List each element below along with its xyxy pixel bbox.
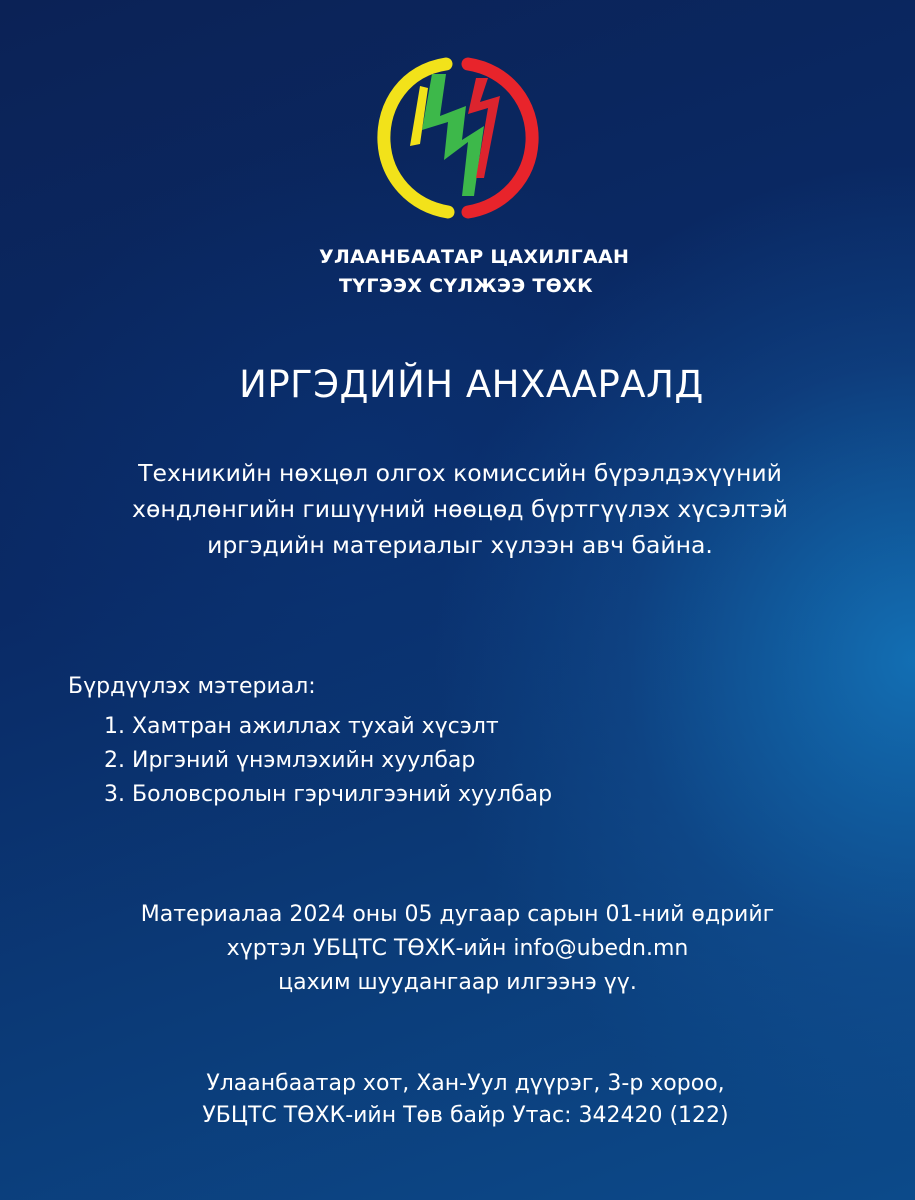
materials-list [104,710,552,812]
deadline-notice [0,898,915,1000]
materials-heading: Бүрдүүлэх мэтериал: [68,674,316,699]
list-item: 2. Иргэний үнэмлэхийн хуулбар [104,748,476,773]
list-item: 1. Хамтран ажиллах тухай хүсэлт [104,714,499,739]
contact-address [0,1068,915,1132]
organization-name-line1: УЛААНБААТАР ЦАХИЛГААН [319,246,630,268]
deadline-line: хүртэл УБЦТС ТӨХК-ийн info@ubedn.mn [226,936,689,961]
intro-line: хөндлөнгийн гишүүний нөөцөд бүртгүүлэх хүсэлтэй [132,495,788,523]
lightning-circle-logo [376,56,540,220]
address-line: УБЦТС ТӨХК-ийн Төв байр Утас: 342420 (122) [202,1103,729,1128]
deadline-line: Материалаа 2024 оны 05 дугаар сарын 01-ний өдрийг [140,902,775,927]
deadline-line: цахим шуудангаар илгээнэ үү. [278,970,637,995]
announcement-intro [40,455,880,563]
address-line: Улаанбаатар хот, Хан-Уул дүүрэг, 3-р хороо, [206,1071,725,1096]
list-item: 3. Боловсролын гэрчилгээний хуулбар [104,782,553,807]
intro-line: Техникийн нөхцөл олгох комиссийн бүрэлдэхүүний [138,459,782,487]
organization-name-line2: ТҮГЭЭХ СҮЛЖЭЭ ТӨХК [339,275,593,297]
intro-line: иргэдийн материалыг хүлээн авч байна. [207,531,713,559]
page-title: ИРГЭДИЙН АНХААРАЛД [239,363,704,406]
